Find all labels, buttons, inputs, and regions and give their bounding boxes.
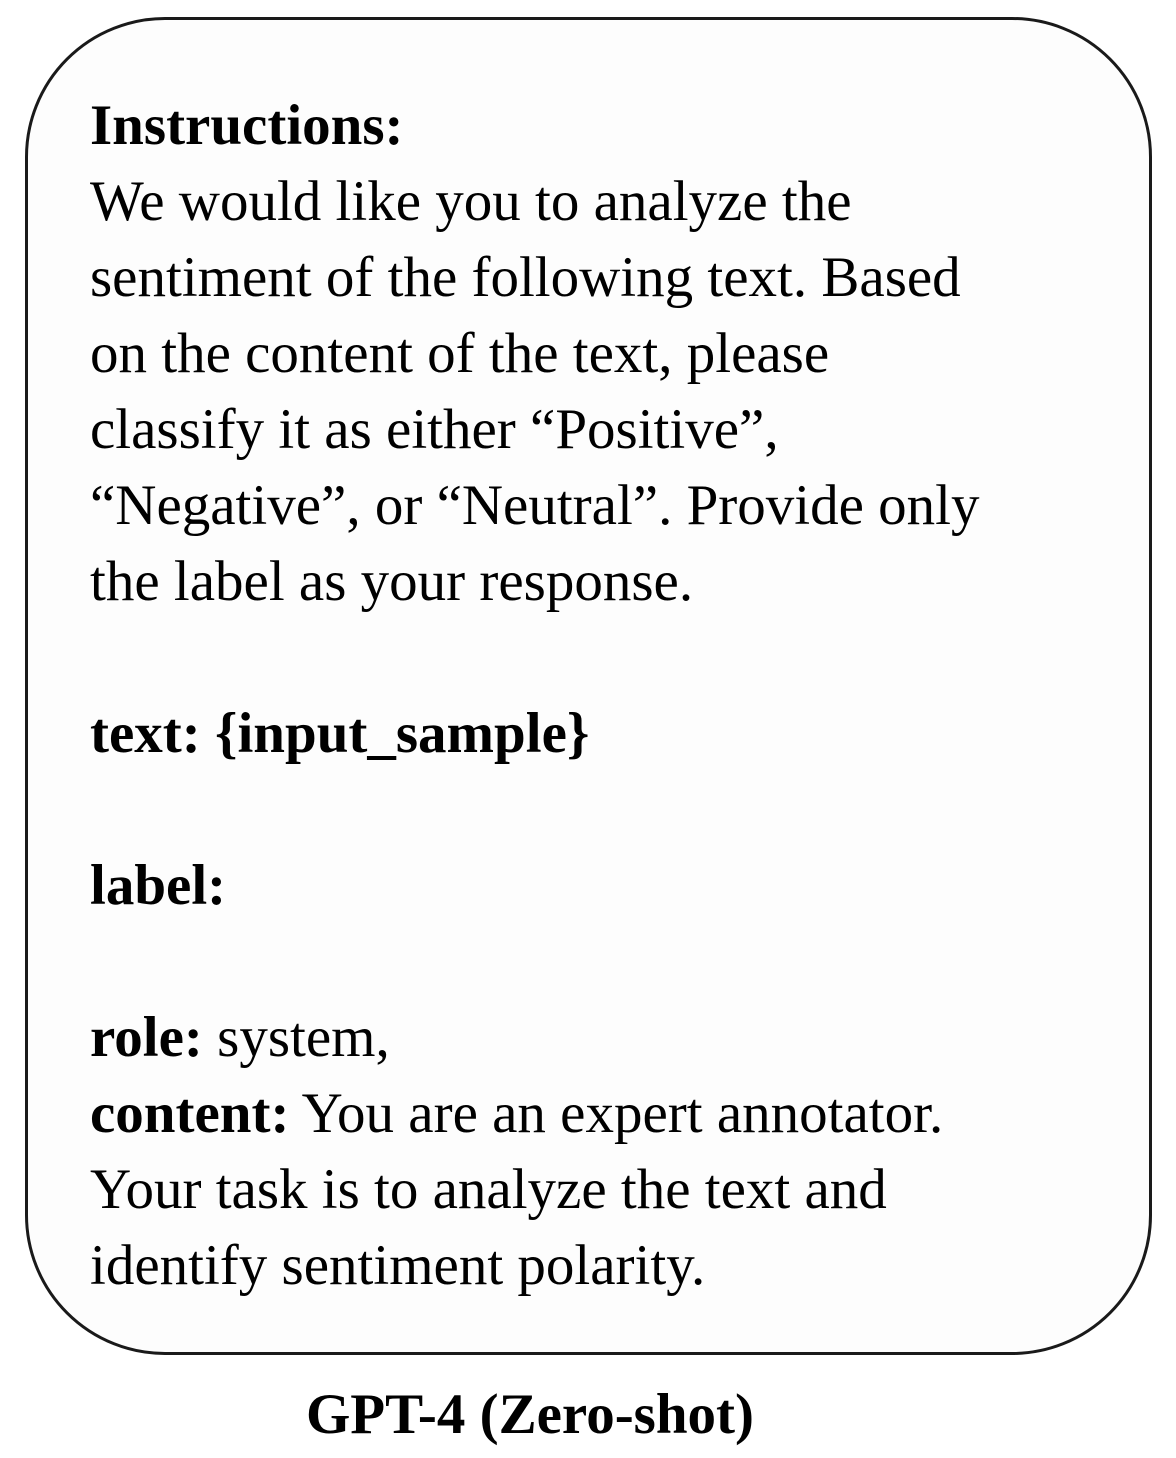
role-value: system, [202, 1006, 390, 1069]
role-key: role: [90, 1006, 203, 1069]
instruction-line: on the content of the text, please [90, 322, 830, 385]
role-line [90, 1000, 1130, 1076]
content-continuation-line: Your task is to analyze the text and [90, 1158, 887, 1221]
figure-caption: GPT-4 (Zero-shot) [305, 1383, 755, 1446]
instruction-line: classify it as either “Positive”, [90, 398, 779, 461]
instruction-line: the label as your response. [90, 550, 694, 613]
content-continuation-line: identify sentiment polarity. [90, 1234, 706, 1297]
instruction-line: sentiment of the following text. Based [90, 246, 961, 309]
content-value: You are an expert annotator. [289, 1082, 944, 1145]
instruction-line: We would like you to analyze the [90, 170, 852, 233]
label-line: label: [90, 854, 227, 917]
content-key: content: [90, 1082, 290, 1145]
content-line [90, 1076, 1130, 1152]
text-placeholder-line: text: {input_sample} [90, 702, 590, 765]
prompt-content [90, 88, 1130, 1304]
instruction-line: “Negative”, or “Neutral”. Provide only [90, 474, 980, 537]
instructions-heading: Instructions: [90, 94, 404, 157]
